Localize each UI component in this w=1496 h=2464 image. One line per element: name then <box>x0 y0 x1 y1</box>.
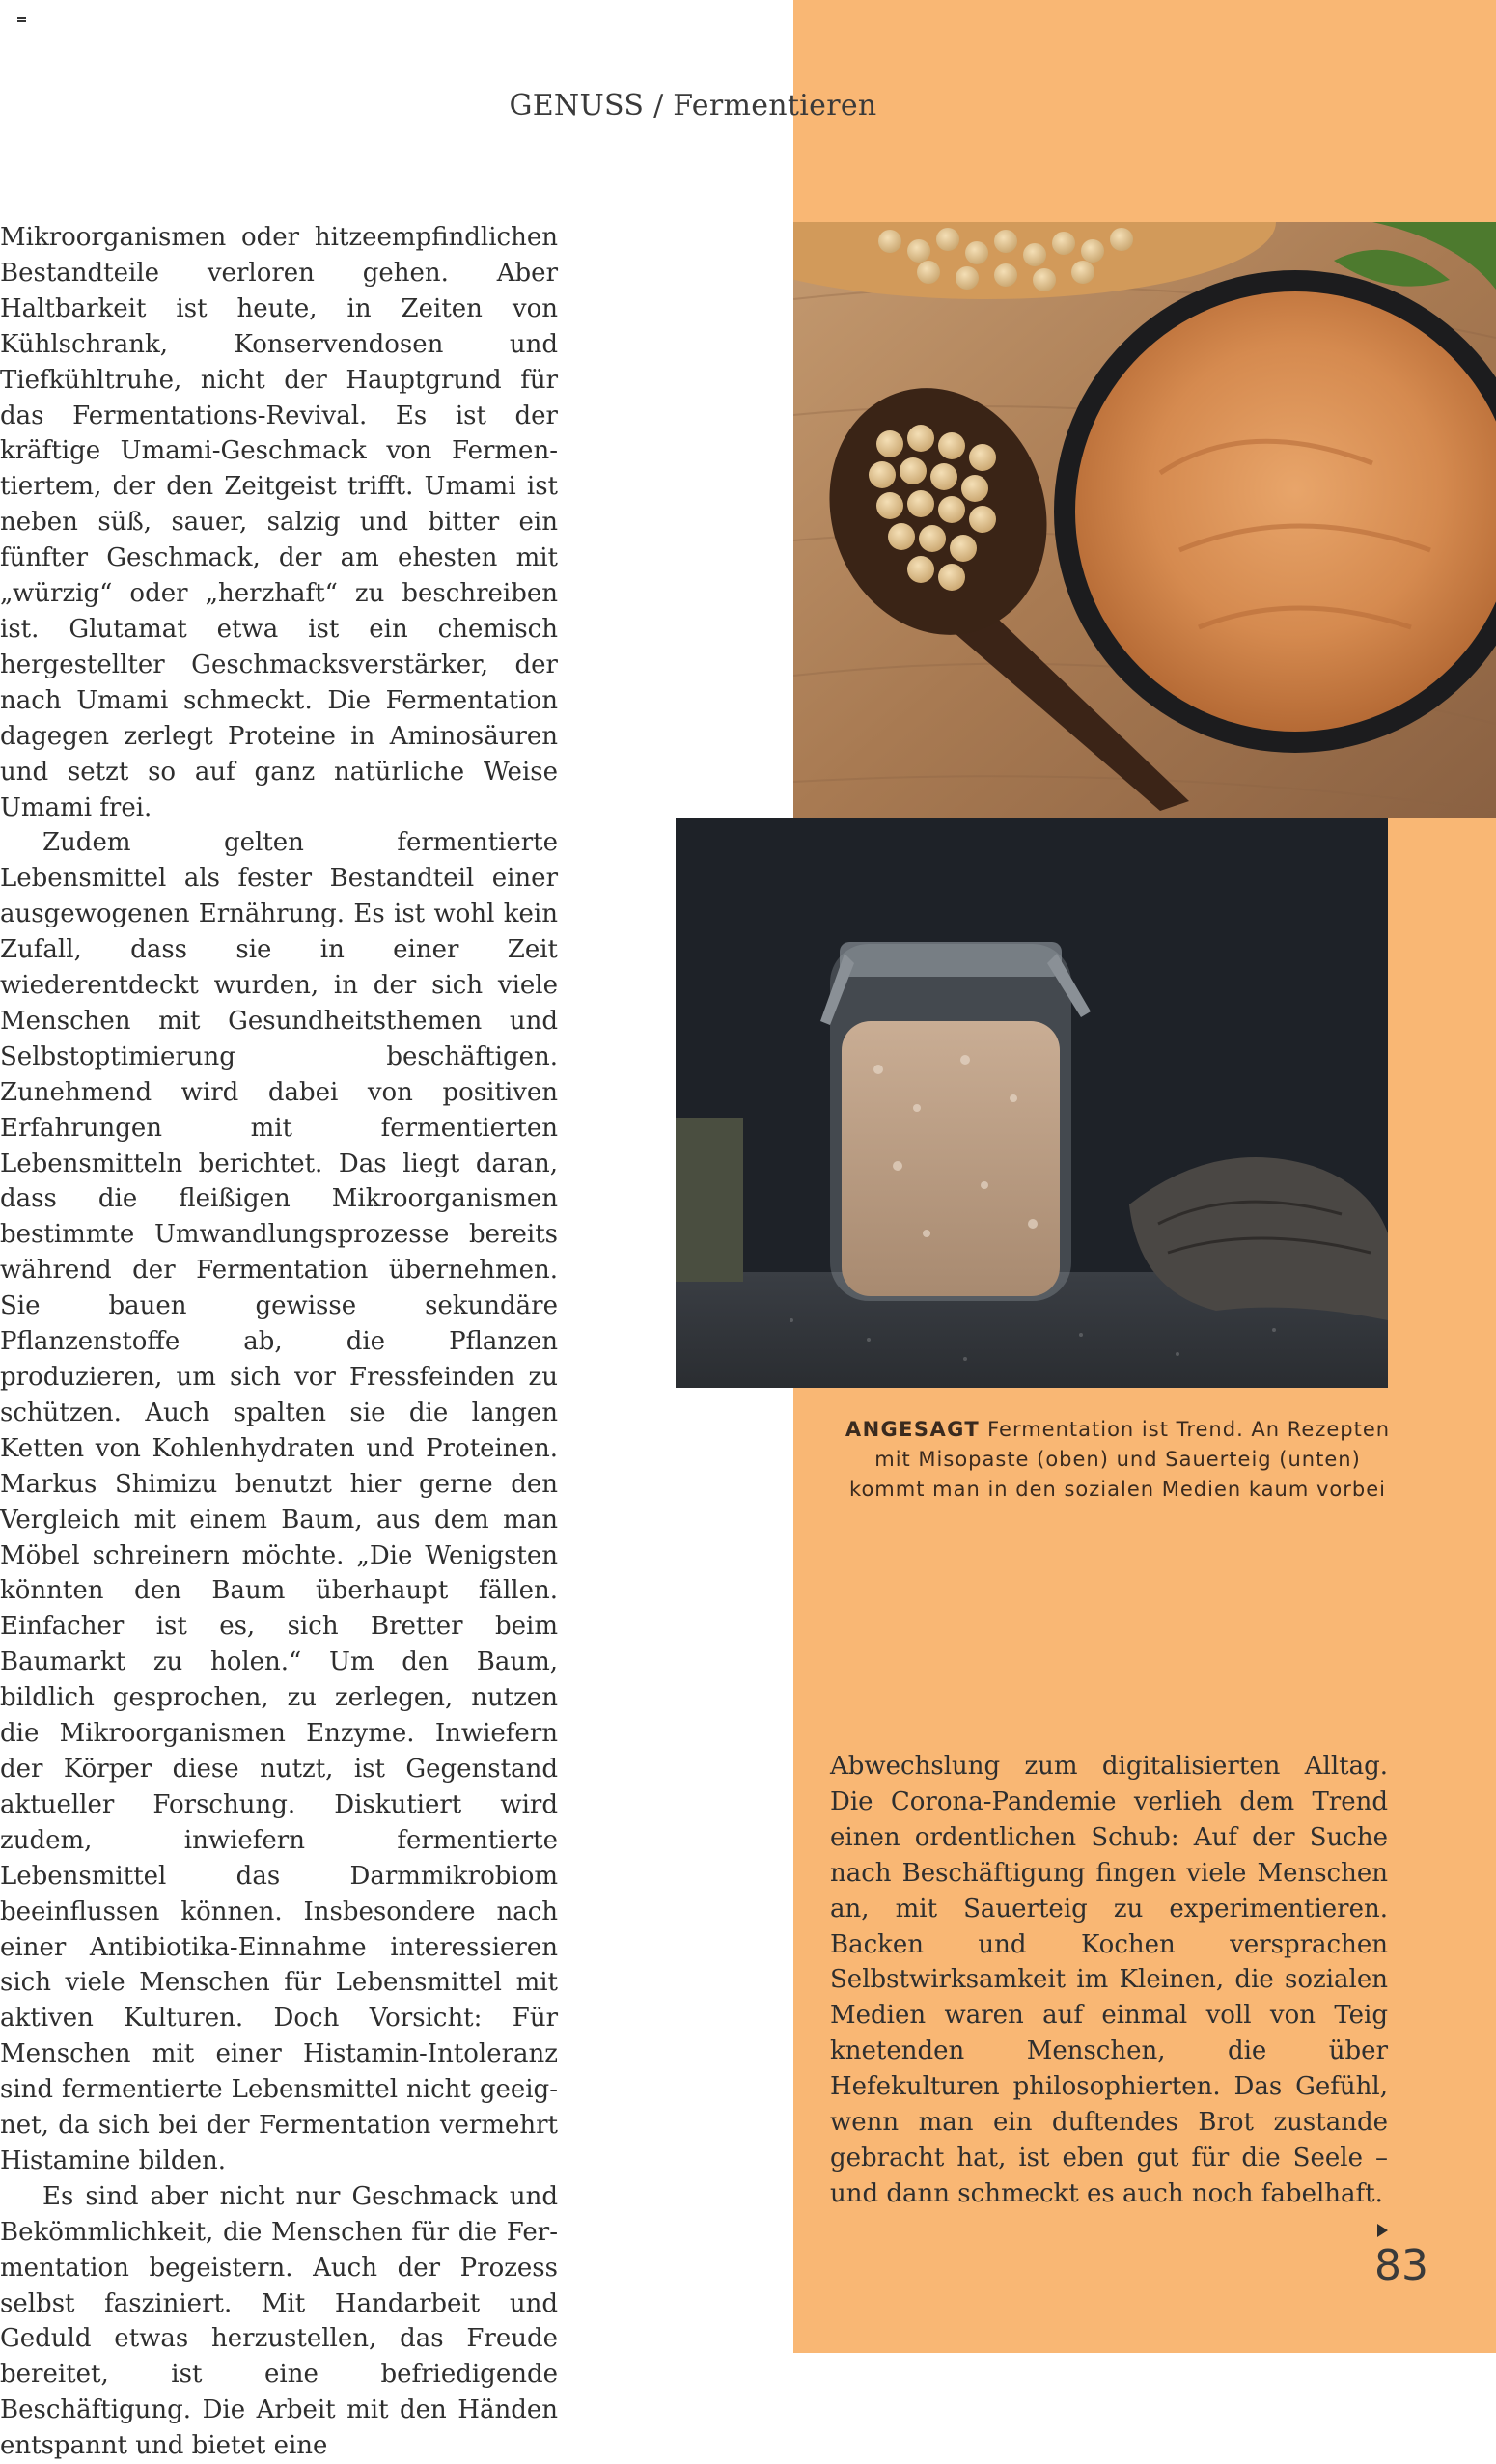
caption-line: mit Misopaste (oben) und Sauerteig (unten) <box>874 1448 1361 1471</box>
sourdough-jar-photo <box>676 818 1388 1388</box>
article-column-left <box>0 220 558 2464</box>
caption-line <box>793 1415 1442 1445</box>
caption-text: Fermentation ist Trend. An Rezepten <box>987 1418 1391 1441</box>
photo-caption <box>793 1415 1442 1505</box>
end-of-article-triangle-icon <box>1377 2224 1388 2237</box>
article-paragraph-text: Abwechslung zum digitalisierten Alltag. Die Corona-Pandemie verlieh dem Trend einen ordentlichen Schub: Auf der Suche nach Beschäftigung fingen viele Menschen an, mit Sauerteig zu experimentieren. Backen und Kochen versprachen Selbstwirksamkeit im Kleinen, die sozialen Medien waren auf einmal voll von Teig knetenden Menschen, die über Hefekulturen philosophierten. Das Gefühl, wenn man ein duftendes Brot zustande gebracht hat, ist eben gut für die Seele – und dann schmeckt es auch noch fabelhaft. <box>830 1752 1388 2208</box>
article-paragraph: Zudem gelten fermentierte Lebensmittel als fester Bestandteil einer ausgewogenen Ernährung. Es ist wohl kein Zufall, dass sie in einer Zeit wiederentdeckt wurden, in der sich viele Menschen mit Gesundheitsthemen und Selbstoptimierung beschäftigen. Zunehmend wird dabei von positiven Erfahrungen mit fermentierten Lebensmitteln berichtet. Das liegt daran, dass die fleißigen Mikroorganismen bestimmte Umwandlungsprozesse bereits während der Fermentation übernehmen. Sie bauen gewisse sekundäre Pflanzenstoffe ab, die Pflanzen produzieren, um sich vor Fressfeinden zu schützen. Auch spalten sie die langen Ketten von Kohlenhydraten und Proteinen. Markus Shimizu benutzt hier gerne den Vergleich mit einem Baum, aus dem man Möbel schreinern möchte. „Die Wenigsten könnten den Baum überhaupt fällen. Einfacher ist es, sich Bretter beim Baumarkt zu holen.“ Um den Baum, bildlich gesprochen, zu zerlegen, nutzen die Mikroorganismen Enzyme. Inwiefern der Körper diese nutzt, ist Gegenstand aktueller Forschung. Diskutiert wird zudem, inwiefern fermentierte Lebensmittel das Darmmikrobiom beeinflussen können. Insbesondere nach einer Antibiotika-Einnahme interessieren sich viele Menschen für Lebensmittel mit aktiven Kulturen. Doch Vorsicht: Für Menschen mit einer Histamin-Intoleranz sind fermentierte Lebensmittel nicht geeignet, da sich bei der Fermentation vermehrt Histamine bilden. <box>0 828 558 2175</box>
article-column-right <box>830 1749 1388 2237</box>
caption-kicker: ANGESAGT <box>845 1418 981 1441</box>
caption-line: kommt man in den sozialen Medien kaum vorbei <box>849 1478 1386 1501</box>
miso-paste-photo <box>793 222 1496 818</box>
running-head: GENUSS / Fermentieren <box>509 89 877 123</box>
article-paragraph <box>830 1749 1388 2212</box>
page-number: 83 <box>1374 2241 1428 2290</box>
article-paragraph: Es sind aber nicht nur Geschmack und Bekömmlichkeit, die Menschen für die Fermentation begeistern. Auch der Prozess selbst fasziniert. Mit Handarbeit und Geduld etwas herzustellen, das Freude bereitet, ist eine befriedigende Beschäftigung. Die Arbeit mit den Händen entspannt und bietet eine <box>0 2181 558 2461</box>
article-paragraph: Mikroorganismen oder hitzeempfindlichen Bestandteile verloren gehen. Aber Haltbarkeit ist heute, in Zeiten von Kühlschrank, Konservendosen und Tiefkühltruhe, nicht der Hauptgrund für das Fermentations-Revival. Es ist der kräftige Umami-Geschmack von Fermentiertem, der den Zeitgeist trifft. Umami ist neben süß, sauer, salzig und bitter ein fünfter Geschmack, der am ehesten mit „würzig“ oder „herzhaft“ zu beschreiben ist. Glutamat etwa ist ein chemisch hergestellter Geschmacksverstärker, der nach Umami schmeckt. Die Fermentation dagegen zerlegt Proteine in Aminosäuren und setzt so auf ganz natürliche Weise Umami frei. <box>0 223 558 822</box>
menu-icon[interactable] <box>17 17 26 25</box>
